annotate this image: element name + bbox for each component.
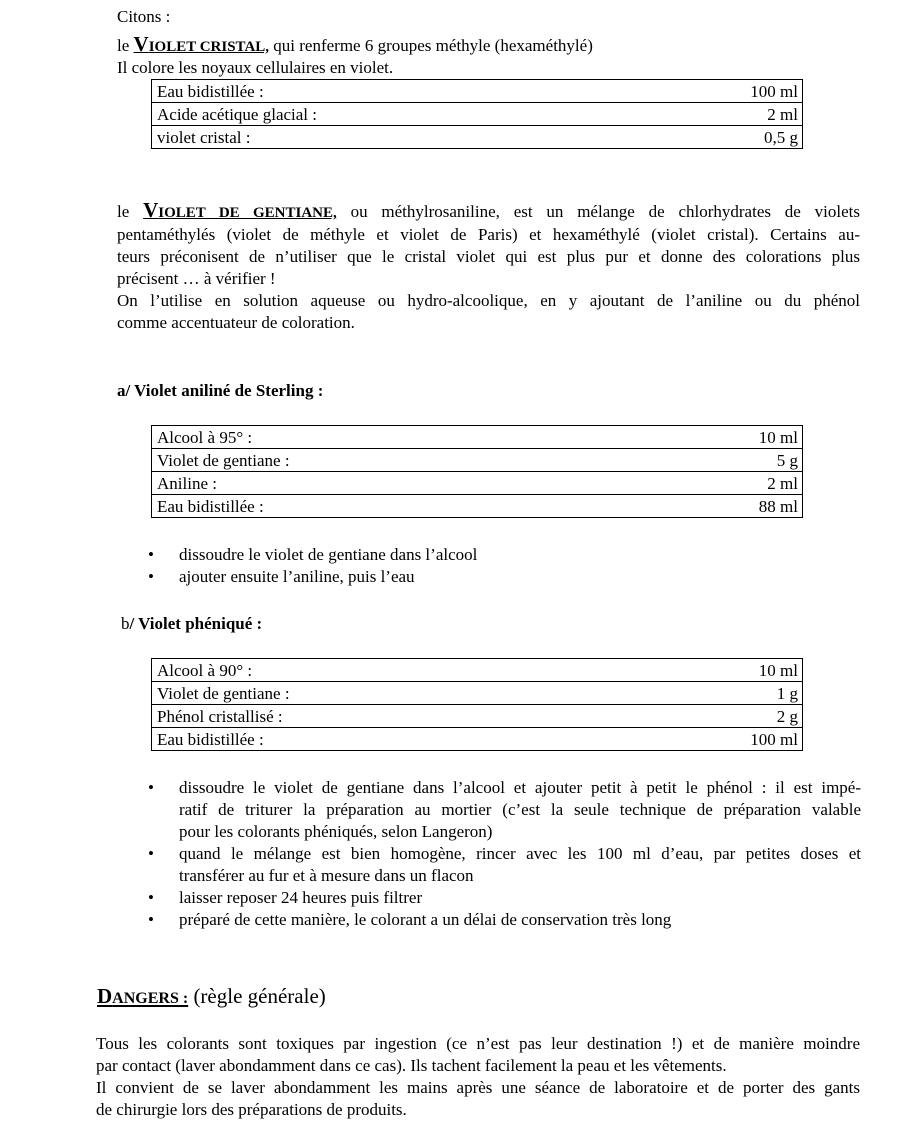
dangers-title-rest: ANGERS : xyxy=(112,990,189,1007)
vc-color-line: Il colore les noyaux cellulaires en violet. xyxy=(117,58,394,77)
gentiane-line-6: comme accentuateur de coloration. xyxy=(117,313,355,332)
step-text-line: pour les colorants phéniqués, selon Langeron) xyxy=(179,822,493,841)
gentiane-line-5: On l’utilise en solution aqueuse ou hydro-alcoolique, en y ajoutant de l’aniline ou du phénol xyxy=(117,291,860,310)
cell-value: 10 ml xyxy=(636,426,802,449)
cell-label: Acide acétique glacial : xyxy=(152,103,639,126)
list-item xyxy=(148,909,861,931)
cell-label: Alcool à 90° : xyxy=(152,659,616,682)
vc-title xyxy=(133,32,270,56)
bullet-icon: • xyxy=(148,888,154,907)
cell-label: Violet de gentiane : xyxy=(152,449,637,472)
bullet-icon: • xyxy=(148,567,154,586)
dangers-line-4: de chirurgie lors des préparations de produits. xyxy=(96,1100,407,1119)
table-row xyxy=(152,126,803,149)
list-item xyxy=(148,887,861,909)
step-text-line: dissoudre le violet de gentiane dans l’alcool et ajouter petit à petit le phénol : il est impé- xyxy=(179,778,861,797)
dangers-line-2: par contact (laver abondamment dans ce cas). Ils tachent facilement la peau et les vêtements. xyxy=(96,1056,727,1075)
cell-value: 2 ml xyxy=(636,472,802,495)
gentiane-line-4: précisent … à vérifier ! xyxy=(117,269,276,288)
dangers-title xyxy=(97,984,188,1008)
gentiane-line-2: pentaméthylés (violet de méthyle et violet de Paris) et hexaméthylé (violet cristal). Certains au- xyxy=(117,225,860,244)
gentiane-prefix: le xyxy=(117,202,144,221)
table-row xyxy=(152,472,803,495)
cell-value: 100 ml xyxy=(616,728,803,751)
vc-prefix: le xyxy=(117,36,134,55)
cell-value: 1 g xyxy=(616,682,803,705)
table-row xyxy=(152,495,803,518)
dangers-subtitle: (règle générale) xyxy=(188,984,326,1008)
sterling-heading: a/ Violet aniliné de Sterling : xyxy=(117,381,324,400)
dangers-line-1: Tous les colorants sont toxiques par ingestion (ce n’est pas leur destination !) et de manière moindre xyxy=(96,1034,860,1053)
step-text: ajouter ensuite l’aniline, puis l’eau xyxy=(179,567,415,586)
gentiane-line-3: teurs préconisent de n’utiliser que le cristal violet qui est plus pur et donne des colorations plus xyxy=(117,247,860,266)
list-item xyxy=(148,777,861,843)
list-item xyxy=(148,544,861,566)
table-row xyxy=(152,426,803,449)
step-text: dissoudre le violet de gentiane dans l’alcool xyxy=(179,545,478,564)
table-row xyxy=(152,80,803,103)
table-row xyxy=(152,449,803,472)
gentiane-title-initial: V xyxy=(143,198,159,222)
gentiane-line1-rest: ou méthylrosaniline, est un mélange de chlorhydrates de violets xyxy=(336,202,860,221)
cell-value: 10 ml xyxy=(616,659,803,682)
list-item xyxy=(148,843,861,887)
sterling-steps xyxy=(148,544,861,588)
step-text: préparé de cette manière, le colorant a un délai de conservation très long xyxy=(179,910,672,929)
cell-label: Alcool à 95° : xyxy=(152,426,637,449)
cell-value: 2 g xyxy=(616,705,803,728)
dangers-heading xyxy=(97,985,326,1010)
cell-value: 100 ml xyxy=(638,80,802,103)
violet-cristal-heading xyxy=(117,33,593,58)
step-text-line: transférer au fur et à mesure dans un flacon xyxy=(179,866,474,885)
cell-value: 2 ml xyxy=(638,103,802,126)
bullet-icon: • xyxy=(148,844,154,863)
list-item xyxy=(148,566,861,588)
table-row xyxy=(152,728,803,751)
step-text: laisser reposer 24 heures puis filtrer xyxy=(179,888,423,907)
cell-label: Aniline : xyxy=(152,472,637,495)
cell-label: Eau bidistillée : xyxy=(152,495,637,518)
bullet-icon: • xyxy=(148,910,154,929)
bullet-icon: • xyxy=(148,778,154,797)
gentiane-paragraph xyxy=(117,199,860,334)
gentiane-line-1 xyxy=(117,199,860,224)
gentiane-title xyxy=(143,198,337,222)
cell-value: 5 g xyxy=(636,449,802,472)
table-row xyxy=(152,659,803,682)
cell-value: 88 ml xyxy=(636,495,802,518)
table-row xyxy=(152,682,803,705)
cell-label: violet cristal : xyxy=(152,126,639,149)
intro-citons: Citons : xyxy=(117,7,171,26)
phenique-heading-rest: / Violet phéniqué : xyxy=(129,614,263,633)
table-sterling xyxy=(151,425,803,518)
step-text-line: quand le mélange est bien homogène, rincer avec les 100 ml d’eau, par petites doses et xyxy=(179,844,861,863)
cell-label: Eau bidistillée : xyxy=(152,80,639,103)
vc-title-initial: V xyxy=(133,32,149,56)
table-phenique xyxy=(151,658,803,751)
cell-label: Phénol cristallisé : xyxy=(152,705,616,728)
vc-desc: qui renferme 6 groupes méthyle (hexaméthylé) xyxy=(269,36,593,55)
gentiane-title-rest: IOLET DE GENTIANE, xyxy=(158,205,337,221)
table-violet-cristal xyxy=(151,79,803,149)
phenique-heading xyxy=(121,613,262,635)
phenique-steps xyxy=(148,777,861,931)
vc-title-rest: IOLET CRISTAL, xyxy=(148,39,270,55)
table-row xyxy=(152,103,803,126)
dangers-title-initial: D xyxy=(97,984,113,1008)
bullet-icon: • xyxy=(148,545,154,564)
cell-value: 0,5 g xyxy=(638,126,802,149)
step-text-line: ratif de triturer la préparation au mortier (c’est la seule technique de préparation valable xyxy=(179,800,861,819)
table-row xyxy=(152,705,803,728)
cell-label: Violet de gentiane : xyxy=(152,682,616,705)
dangers-paragraph xyxy=(96,1033,860,1121)
cell-label: Eau bidistillée : xyxy=(152,728,616,751)
dangers-line-3: Il convient de se laver abondamment les mains après une séance de laboratoire et de porter des gants xyxy=(96,1078,860,1097)
phenique-heading-prefix: b xyxy=(121,614,130,633)
